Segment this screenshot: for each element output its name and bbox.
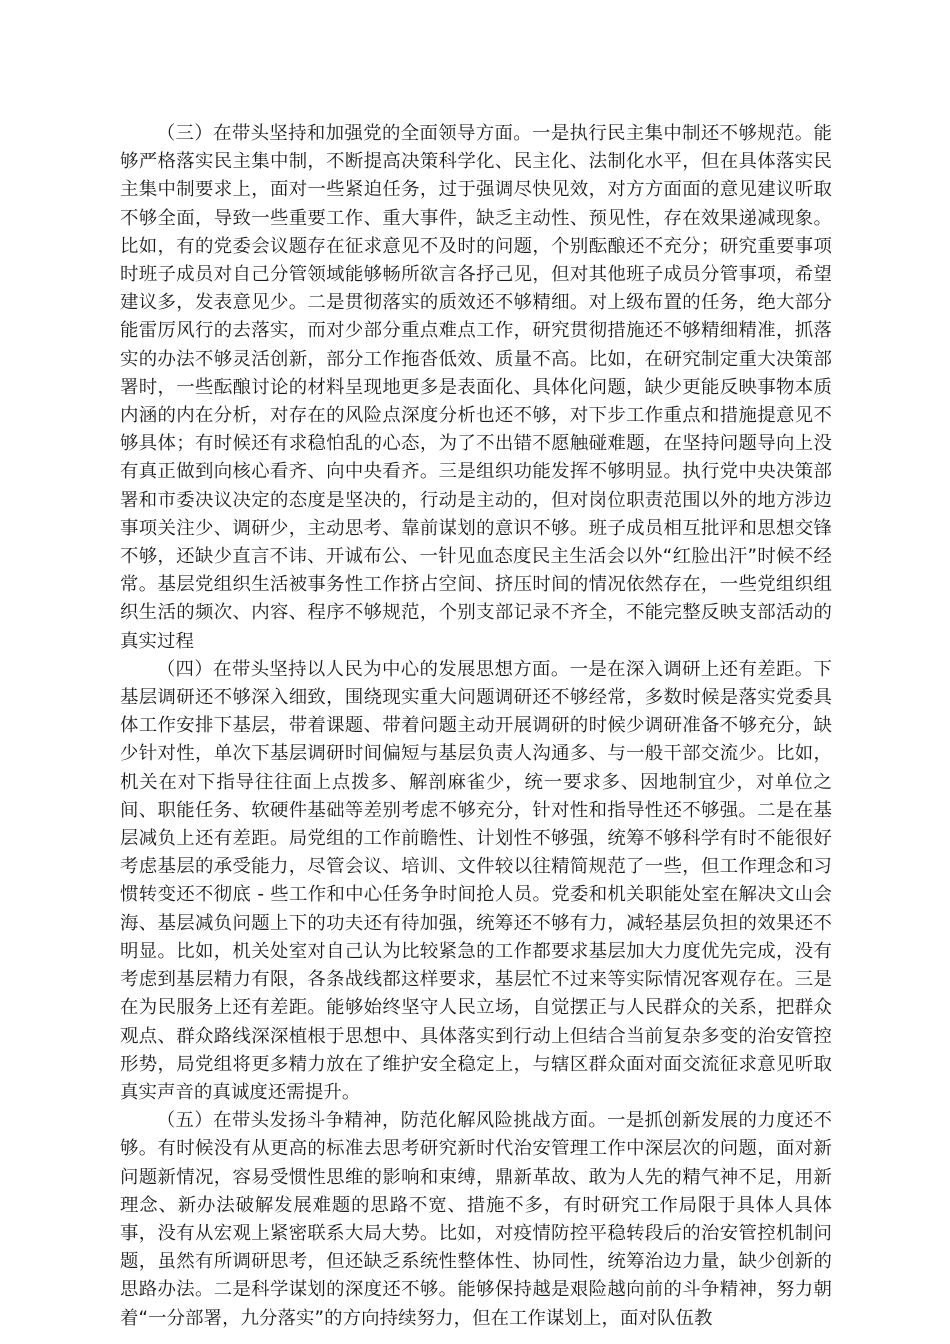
paragraph-section-5: （五）在带头发扬斗争精神，防范化解风险挑战方面。一是抓创新发展的力度还不够。有时候没有从更高的标准去思考研究新时代治安管理工作中深层次的问题，面对新问题新情况，容易受惯性思维的影响和束缚，鼎新革故、敢为人先的精气神不足，用新理念、新办法破解发展难题的思路不宽、措施不多，有时研究工作局限于具体人具体事，没有从宏观上紧密联系大局大势。比如，对疫情防控平稳转段后的治安管控机制问题，虽然有所调研思考，但还缺乏系统性整体性、协同性，统筹治边力量，缺少创新的思路办法。二是科学谋划的深度还不够。能够保持越是艰险越向前的斗争精神，努力朝着“一分部署，九分落实”的方向持续努力，但在工作谋划上，面对队伍教 [120,1110,832,1329]
paragraph-section-4: （四）在带头坚持以人民为中心的发展思想方面。一是在深入调研上还有差距。下基层调研还不够深入细致，围绕现实重大问题调研还不够经常，多数时候是落实党委具体工作安排下基层，带着课题、带着问题主动开展调研的时候少调研准备不够充分，缺少针对性，单次下基层调研时间偏短与基层负责人沟通多、与一般干部交流少。比如，机关在对下指导往往面上点拨多、解剖麻雀少，统一要求多、因地制宜少，对单位之间、职能任务、软硬件基础等差别考虑不够充分，针对性和指导性还不够强。二是在基层减负上还有差距。局党组的工作前瞻性、计划性不够强，统筹不够科学有时不能很好考虑基层的承受能力，尽管会议、培训、文件较以往精简规范了一些，但工作理念和习惯转变还不彻底 - 些工作和中心任务争时间抢人员。党委和机关职能处室在解决文山会海、基层减负问题上下的功夫还有待加强，统筹还不够有力，减轻基层负担的效果还不明显。比如，机关处室对自己认为比较紧急的工作都要求基层加大力度优先完成，没有考虑到基层精力有限，各条战线都这样要求，基层忙不过来等实际情况客观存在。三是在为民服务上还有差距。能够始终坚守人民立场，自觉摆正与人民群众的关系，把群众观点、群众路线深深植根于思想中、具体落实到行动上但结合当前复杂多变的治安管控形势，局党组将更多精力放在了维护安全稳定上，与辖区群众面对面交流征求意见听取真实声音的真诚度还需提升。 [120,658,832,1103]
document-page [120,120,832,1333]
paragraph-section-3: （三）在带头坚持和加强党的全面领导方面。一是执行民主集中制还不够规范。能够严格落实民主集中制，不断提高决策科学化、民主化、法制化水平，但在具体落实民主集中制要求上，面对一些紧迫任务，过于强调尽快见效，对方方面面的意见建议听取不够全面，导致一些重要工作、重大事件，缺乏主动性、预见性，存在效果递减现象。比如，有的党委会议题存在征求意见不及时的问题，个别酝酿还不充分；研究重要事项时班子成员对自己分管领域能够畅所欲言各抒己见，但对其他班子成员分管事项，希望建议多，发表意见少。二是贯彻落实的质效还不够精细。对上级布置的任务，绝大部分能雷厉风行的去落实，而对少部分重点难点工作，研究贯彻措施还不够精细精准，抓落实的办法不够灵活创新，部分工作拖沓低效、质量不高。比如，在研究制定重大决策部署时，一些酝酿讨论的材料呈现地更多是表面化、具体化问题，缺少更能反映事物本质内涵的内在分析，对存在的风险点深度分析也还不够，对下步工作重点和措施提意见不够具体；有时候还有求稳怕乱的心态，为了不出错不愿触碰难题，在坚持问题导向上没有真正做到向核心看齐、向中央看齐。三是组织功能发挥不够明显。执行党中央决策部署和市委决议决定的态度是坚决的，行动是主动的，但对岗位职责范围以外的地方涉边事项关注少、调研少，主动思考、靠前谋划的意识不够。班子成员相互批评和思想交锋不够，还缺少直言不讳、开诚布公、一针见血态度民主生活会以外“红脸出汗”时候不经常。基层党组织生活被事务性工作挤占空间、挤压时间的情况依然存在，一些党组织组织生活的频次、内容、程序不够规范，个别支部记录不齐全，不能完整反映支部活动的真实过程 [120,123,832,652]
